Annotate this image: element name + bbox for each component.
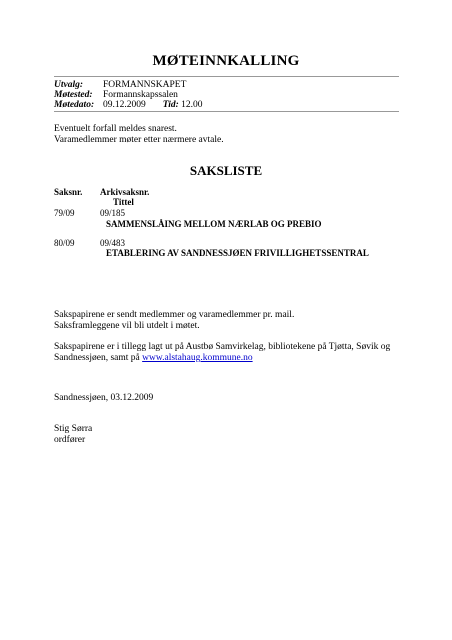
signer-role: ordfører	[54, 435, 86, 445]
intro-line-1: Eventuelt forfall meldes snarest.	[54, 124, 177, 134]
meta-row-motested	[54, 90, 203, 100]
tid-label: Tid:	[162, 100, 179, 110]
col-header-arkivsaksnr: Arkivsaksnr.	[100, 187, 150, 197]
case-80-title: ETABLERING AV SANDNESSJØEN FRIVILLIGHETSSENTRAL	[106, 248, 369, 258]
tid-value: 12.00	[181, 100, 203, 110]
notes-line-4-prefix: Sandnessjøen, samt på	[54, 353, 143, 363]
signer-name: Stig Sørra	[54, 424, 93, 434]
notes-line-3: Sakspapirene er i tillegg lagt ut på Austbø Samvirkelag, bibliotekene på Tjøtta, Søvik og	[54, 342, 391, 352]
notes-line-4	[54, 353, 253, 364]
meta-row-motedato	[54, 100, 203, 110]
top-rule	[54, 76, 399, 77]
motested-value: Formannskapssalen	[103, 90, 178, 100]
document-title: MØTEINNKALLING	[152, 53, 300, 69]
municipality-link[interactable]: www.alstahaug.kommune.no	[142, 353, 253, 363]
utvalg-label: Utvalg:	[54, 80, 84, 90]
meta-row-utvalg	[54, 80, 203, 90]
notes-line-2: Saksframleggene vil bli utdelt i møtet.	[54, 321, 200, 331]
motedato-value: 09.12.2009	[103, 100, 146, 110]
case-80-saksnr: 80/09	[54, 238, 75, 248]
intro-line-2: Varamedlemmer møter etter nærmere avtale.	[54, 135, 224, 145]
case-79-title: SAMMENSLÅING MELLOM NÆRLAB OG PREBIO	[106, 219, 322, 229]
closing-place-date: Sandnessjøen, 03.12.2009	[54, 393, 154, 403]
case-79-arkivsaksnr: 09/185	[100, 208, 126, 218]
motedato-label: Møtedato:	[54, 100, 95, 110]
case-80-arkivsaksnr: 09/483	[100, 238, 126, 248]
utvalg-value: FORMANNSKAPET	[103, 80, 187, 90]
notes-line-1: Sakspapirene er sendt medlemmer og varamedlemmer pr. mail.	[54, 310, 295, 320]
case-79-saksnr: 79/09	[54, 208, 75, 218]
motested-label: Møtested:	[54, 90, 93, 100]
col-header-saksnr: Saksnr.	[54, 187, 83, 197]
col-header-tittel: Tittel	[113, 197, 134, 207]
meeting-meta	[54, 80, 203, 110]
saksliste-heading: SAKSLISTE	[189, 163, 263, 178]
meta-rule	[54, 111, 399, 112]
